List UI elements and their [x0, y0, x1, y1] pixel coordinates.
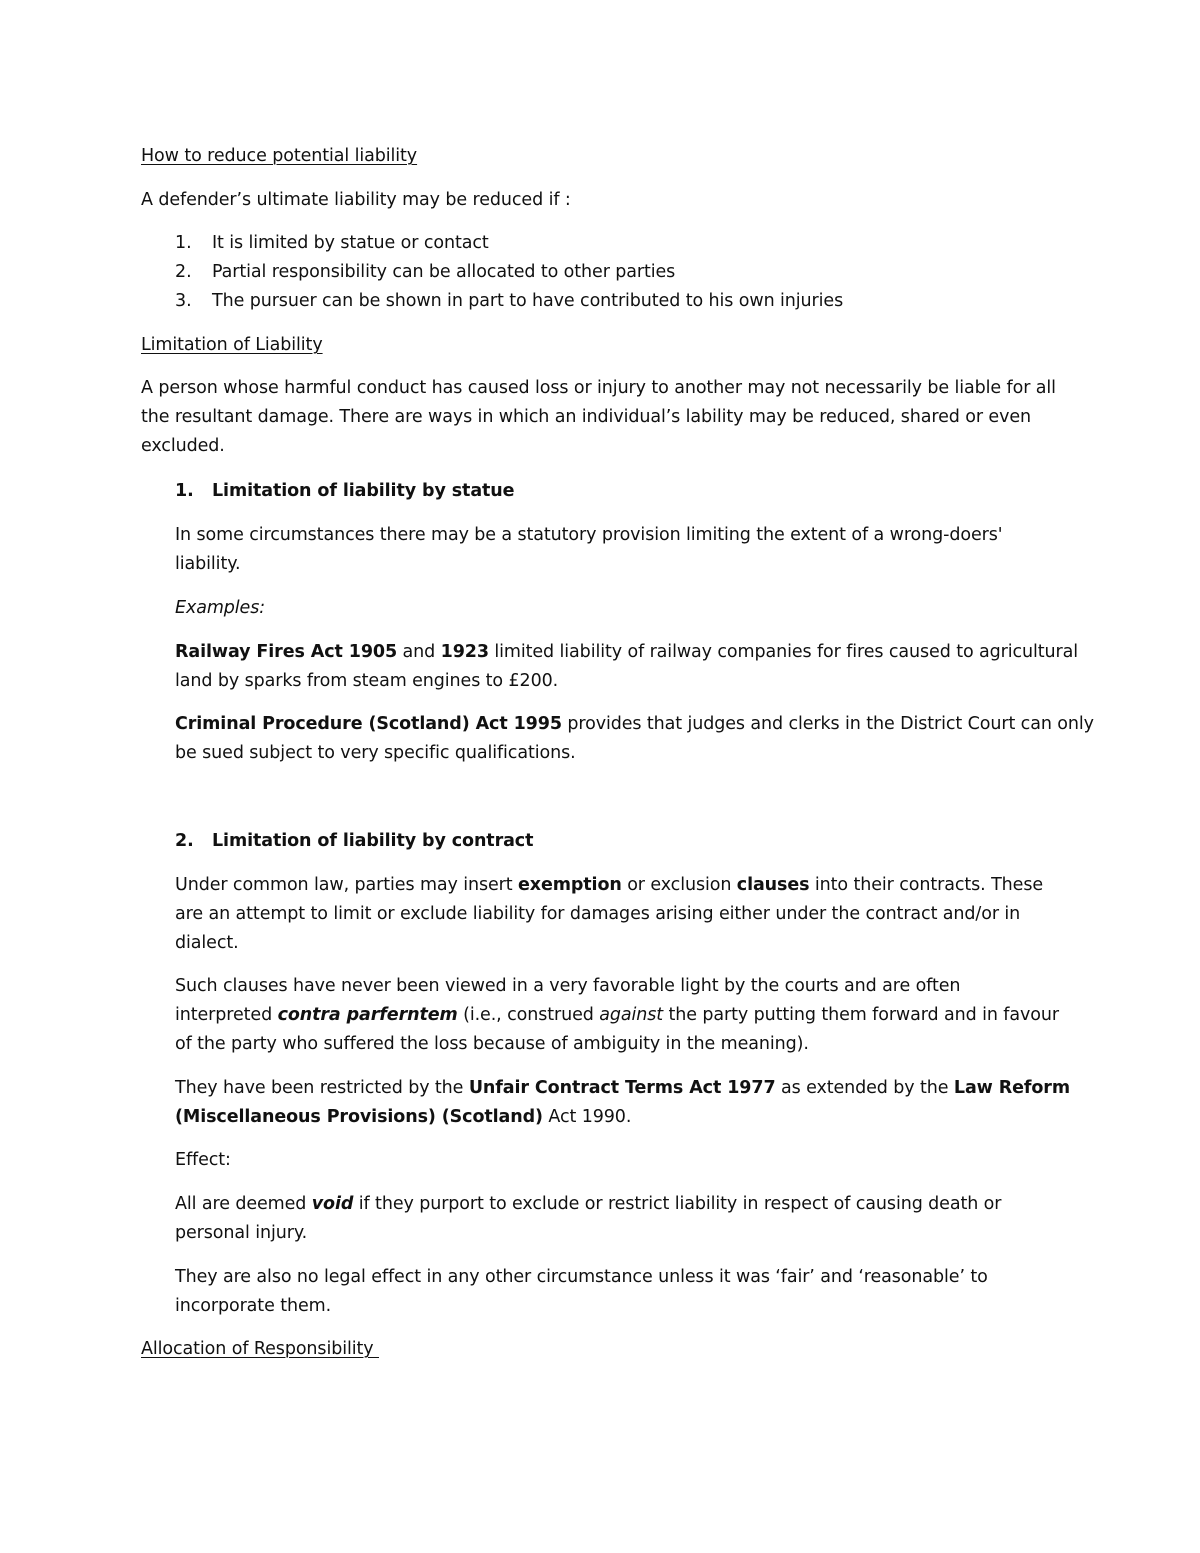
act-name: Unfair Contract Terms Act 1977 [468, 1078, 776, 1098]
paragraph-line [175, 1004, 1059, 1026]
section-number: 1. [175, 481, 194, 501]
act-name: Railway Fires Act 1905 [175, 642, 398, 662]
heading-limitation-of-liability: Limitation of Liability [141, 335, 323, 355]
paragraph-line [175, 1106, 631, 1128]
list-item-number: 2. [175, 262, 192, 282]
list-item-number: 3. [175, 291, 192, 311]
railway-example-line [175, 641, 1078, 663]
heading-allocation-of-responsibility: Allocation of Responsibility [141, 1339, 379, 1359]
text-span: if they purport to exclude or restrict liability in respect of causing death or [353, 1194, 1002, 1214]
italic-term: against [599, 1005, 664, 1025]
paragraph-line [175, 874, 1043, 896]
list-item-number: 1. [175, 233, 192, 253]
act-name: Law Reform [953, 1078, 1070, 1098]
paragraph-line: of the party who suffered the loss because of ambiguity in the meaning). [175, 1034, 809, 1054]
text-span: interpreted [175, 1005, 278, 1025]
paragraph-line: Such clauses have never been viewed in a very favorable light by the courts and are often [175, 976, 961, 996]
list-item: Partial responsibility can be allocated to other parties [212, 262, 676, 282]
text-span: All are deemed [175, 1194, 312, 1214]
text-span: or exclusion [621, 875, 737, 895]
section-heading-contract: Limitation of liability by contract [212, 831, 534, 851]
paragraph-line: liability. [175, 554, 241, 574]
text-span: as extended by the [775, 1078, 954, 1098]
heading-reduce-liability: How to reduce potential liability [141, 146, 418, 166]
text-span: the party putting them forward and in favour [663, 1005, 1059, 1025]
list-item: It is limited by statue or contact [212, 233, 489, 253]
list-item: The pursuer can be shown in part to have contributed to his own injuries [212, 291, 844, 311]
paragraph-line [175, 1193, 1001, 1215]
paragraph-line: land by sparks from steam engines to £200. [175, 671, 559, 691]
section-heading-statue: Limitation of liability by statue [212, 481, 515, 501]
paragraph-line: incorporate them. [175, 1296, 332, 1316]
italic-term: void [311, 1194, 354, 1214]
text-span: provides that judges and clerks in the District Court can only [561, 714, 1094, 734]
criminal-example-line [175, 713, 1094, 735]
text-span: (i.e., construed [457, 1005, 600, 1025]
paragraph-line: the resultant damage. There are ways in which an individual’s lability may be reduced, shared or even [141, 407, 1031, 427]
paragraph-line: are an attempt to limit or exclude liability for damages arising either under the contract and/or in [175, 904, 1021, 924]
act-year: 1923 [440, 642, 489, 662]
text-span: They have been restricted by the [175, 1078, 469, 1098]
paragraph-line: dialect. [175, 933, 239, 953]
section-number: 2. [175, 831, 194, 851]
paragraph-line [175, 1077, 1070, 1099]
paragraph-line: In some circumstances there may be a statutory provision limiting the extent of a wrong-doers' [175, 525, 1003, 545]
latin-term: contra parferntem [277, 1005, 458, 1025]
paragraph-line: personal injury. [175, 1223, 308, 1243]
text-span: and [397, 642, 441, 662]
bold-term: exemption [518, 875, 622, 895]
act-name: (Miscellaneous Provisions) (Scotland) [175, 1107, 543, 1127]
text-span: limited liability of railway companies for fires caused to agricultural [488, 642, 1079, 662]
paragraph-line: excluded. [141, 436, 225, 456]
paragraph-line: A person whose harmful conduct has caused loss or injury to another may not necessarily be liable for all [141, 378, 1056, 398]
paragraph-line: be sued subject to very specific qualifications. [175, 743, 576, 763]
text-span: Act 1990. [542, 1107, 632, 1127]
bold-term: clauses [736, 875, 810, 895]
intro-text: A defender’s ultimate liability may be reduced if : [141, 190, 571, 210]
examples-label: Examples: [175, 598, 266, 618]
text-span: into their contracts. These [809, 875, 1043, 895]
act-name: Criminal Procedure (Scotland) Act 1995 [175, 714, 562, 734]
effect-label: Effect: [175, 1150, 231, 1170]
paragraph-line: They are also no legal effect in any other circumstance unless it was ‘fair’ and ‘reasonable’ to [175, 1267, 988, 1287]
text-span: Under common law, parties may insert [175, 875, 518, 895]
